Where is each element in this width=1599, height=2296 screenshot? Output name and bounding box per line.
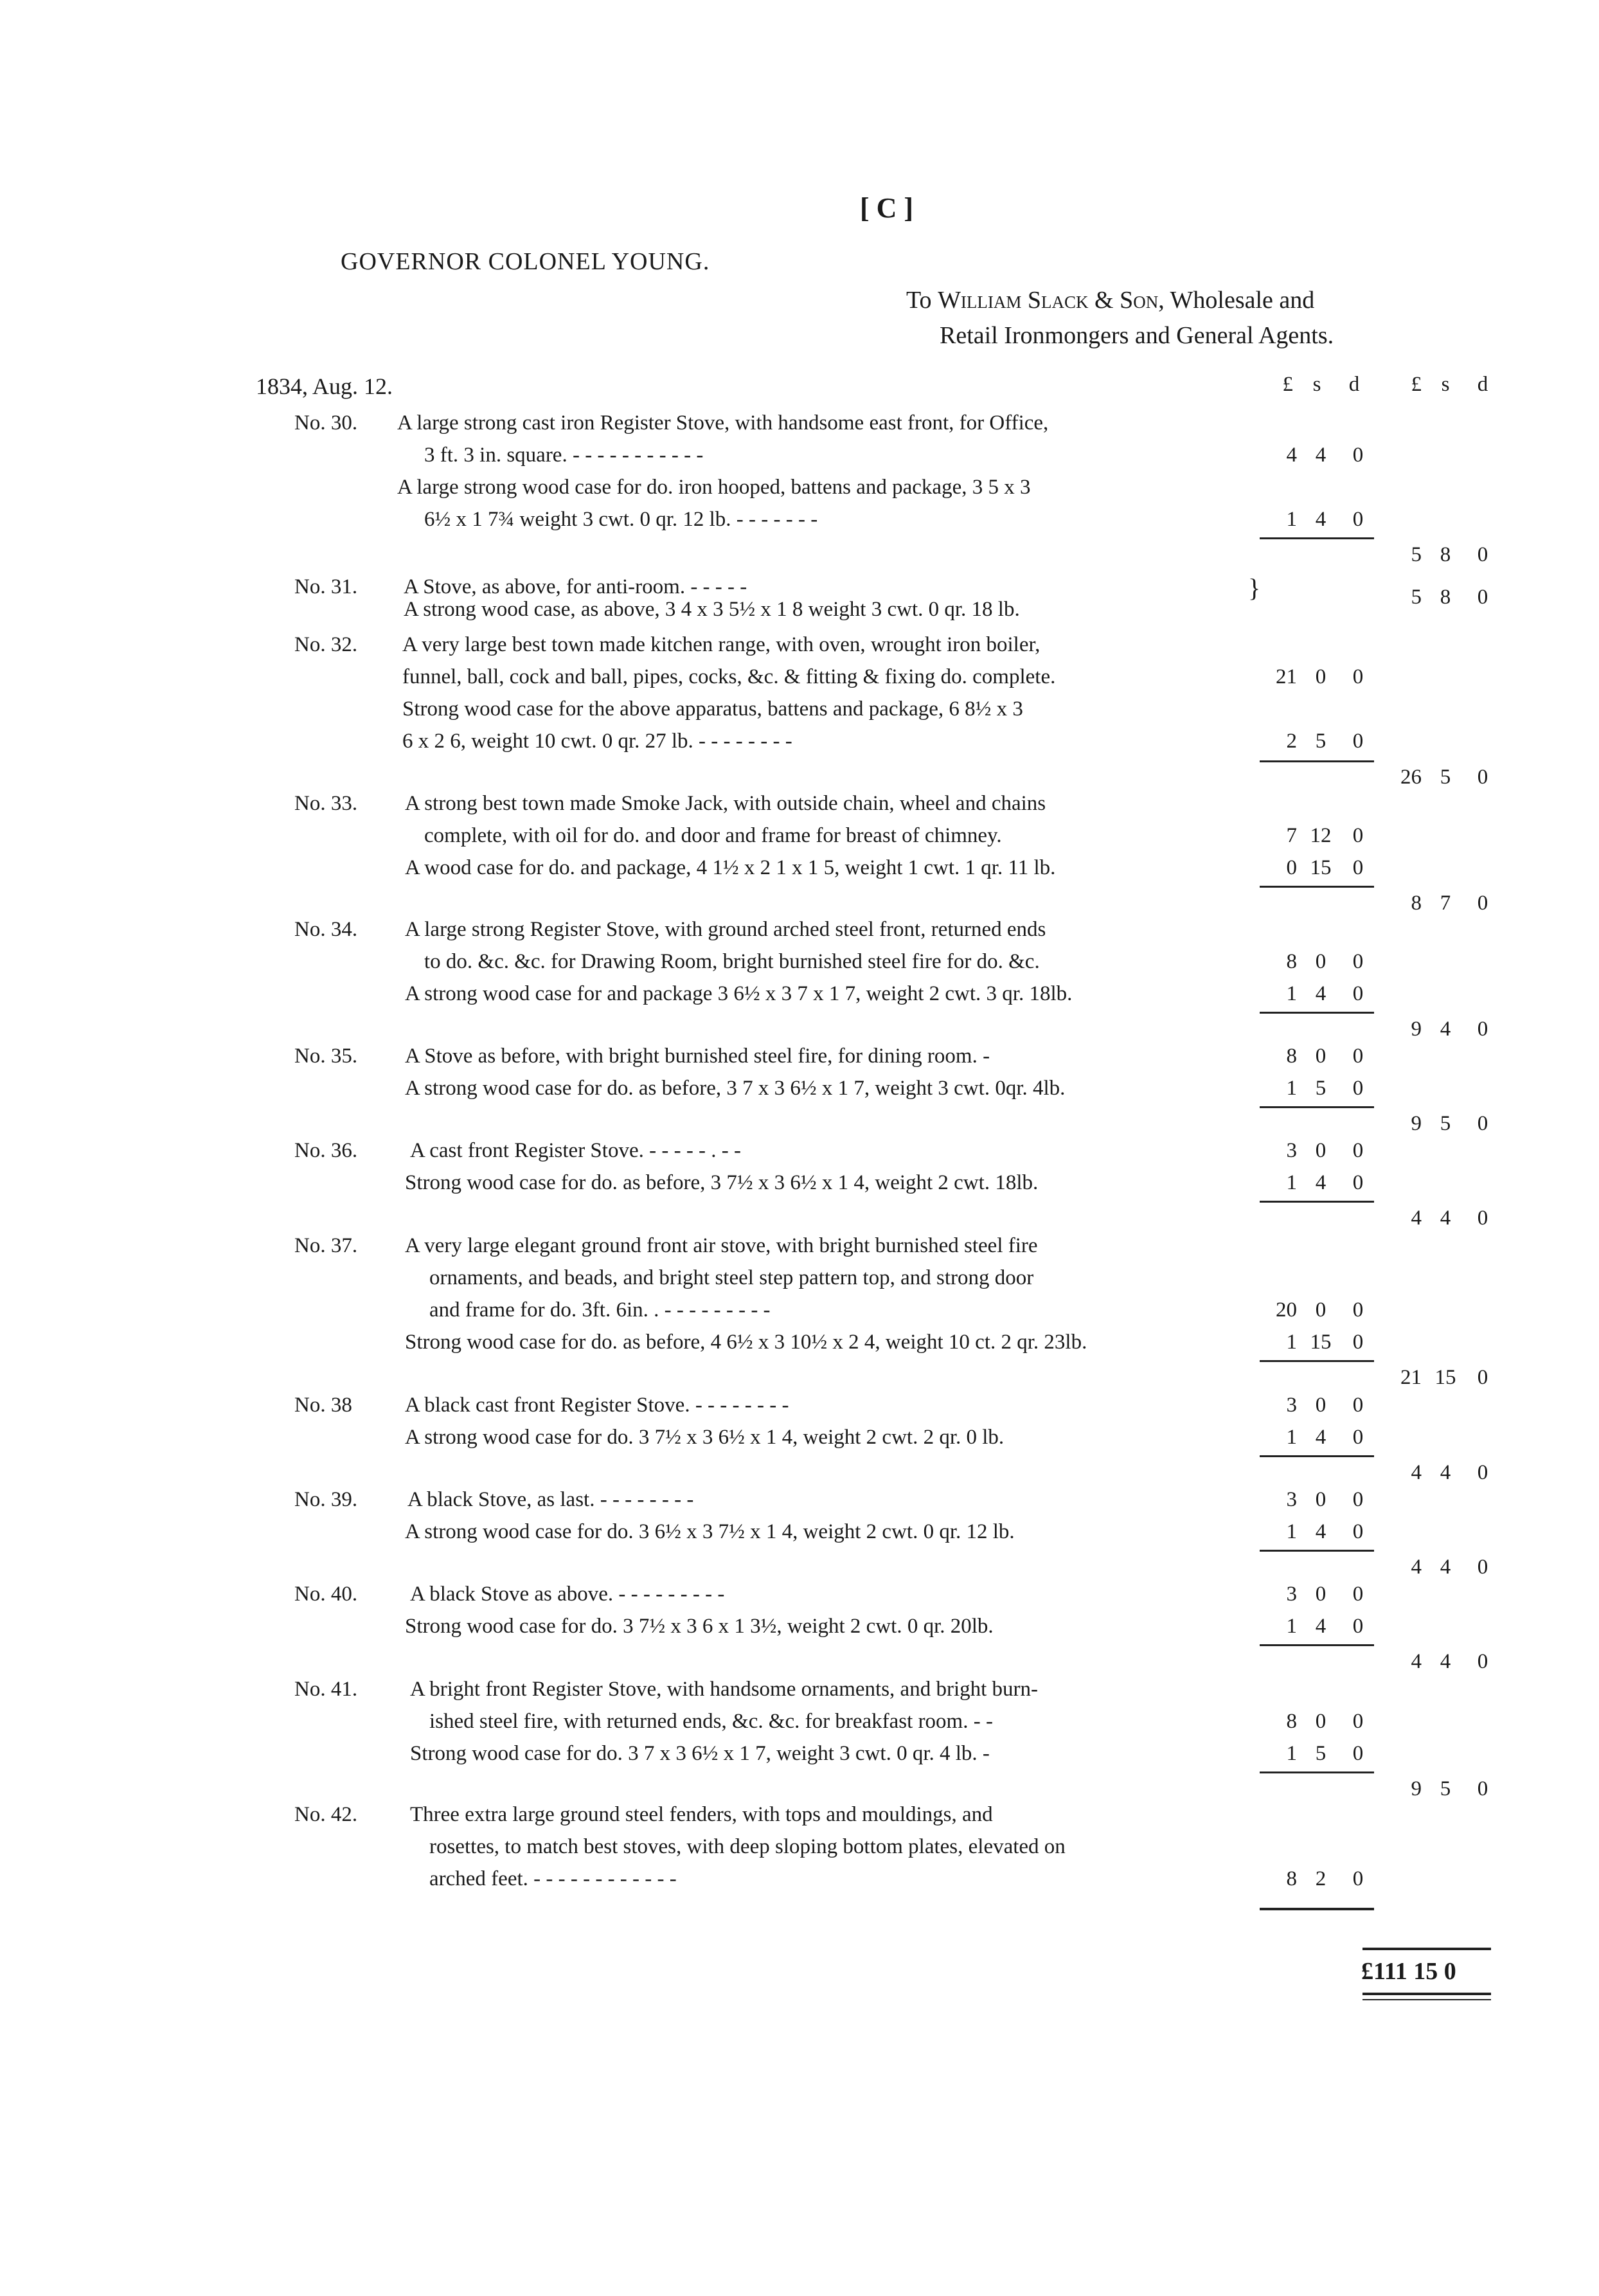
item-amount bbox=[1257, 950, 1377, 974]
subtotal-pence: 0 bbox=[1477, 1206, 1488, 1230]
subtotal-shillings: 5 bbox=[1440, 766, 1451, 789]
entry-number: No. 42. bbox=[294, 1803, 358, 1826]
vendor-line-1 bbox=[906, 286, 1314, 314]
item-amount bbox=[1257, 1331, 1377, 1354]
entry-description-line: Strong wood case for do. 3 7½ x 3 6 x 1 3½, weight 2 cwt. 0 qr. 20lb. bbox=[405, 1615, 994, 1638]
subtotal-pounds: 9 bbox=[1411, 1018, 1422, 1041]
subtotal-pounds: 5 bbox=[1411, 586, 1422, 609]
amount-pence: 0 bbox=[1352, 1045, 1364, 1068]
amount-pounds: 3 bbox=[1286, 1583, 1297, 1606]
entry-subtotal bbox=[1382, 1650, 1501, 1674]
item-amount bbox=[1257, 856, 1377, 880]
subtotal-shillings: 4 bbox=[1440, 1461, 1451, 1484]
amount-pounds: 1 bbox=[1286, 508, 1297, 531]
vendor-name: William Slack & Son bbox=[938, 287, 1159, 314]
entry-description-line: ornaments, and beads, and bright steel step pattern top, and strong door bbox=[429, 1266, 1034, 1289]
header-pounds: £ bbox=[1411, 373, 1422, 396]
entry-number: No. 34. bbox=[294, 918, 358, 941]
amount-shillings: 12 bbox=[1310, 824, 1332, 847]
entry-description-line: A strong wood case, as above, 3 4 x 3 5½ x 1 8 weight 3 cwt. 0 qr. 18 lb. bbox=[404, 598, 1020, 621]
subtotal-pounds: 5 bbox=[1411, 543, 1422, 566]
entry-description-line: A strong wood case for do. 3 7½ x 3 6½ x 1 4, weight 2 cwt. 2 qr. 0 lb. bbox=[405, 1426, 1005, 1449]
entry-description-line: A strong wood case for and package 3 6½ x 3 7 x 1 7, weight 2 cwt. 3 qr. 18lb. bbox=[405, 982, 1073, 1005]
amount-pence: 0 bbox=[1352, 1394, 1364, 1417]
amount-pounds: 1 bbox=[1286, 1331, 1297, 1354]
subtotal-rule bbox=[1260, 1360, 1374, 1362]
amount-pence: 0 bbox=[1352, 1520, 1364, 1543]
item-amount bbox=[1257, 1583, 1377, 1606]
item-amount bbox=[1257, 1742, 1377, 1766]
amount-shillings: 4 bbox=[1315, 1426, 1327, 1449]
subtotal-pence: 0 bbox=[1477, 1461, 1488, 1484]
amount-pounds: 1 bbox=[1286, 1615, 1297, 1638]
amount-shillings: 0 bbox=[1315, 1710, 1327, 1733]
amount-shillings: 0 bbox=[1315, 1394, 1327, 1417]
amount-shillings: 15 bbox=[1310, 1331, 1332, 1354]
amount-pounds: 8 bbox=[1286, 950, 1297, 973]
header-pounds: £ bbox=[1282, 373, 1293, 396]
amount-shillings: 0 bbox=[1315, 1139, 1327, 1162]
amount-pounds: 8 bbox=[1286, 1710, 1297, 1733]
entry-description-line: A Stove, as above, for anti-room. - - - - - bbox=[404, 575, 747, 598]
item-amount bbox=[1257, 1867, 1377, 1891]
entry-description-line: 3 ft. 3 in. square. - - - - - - - - - - - bbox=[424, 444, 704, 467]
subtotal-pounds: 8 bbox=[1411, 892, 1422, 915]
amount-shillings: 0 bbox=[1315, 665, 1327, 688]
entry-subtotal bbox=[1382, 766, 1501, 789]
entry-description-line: A strong wood case for do. as before, 3 7 x 3 6½ x 1 7, weight 3 cwt. 0qr. 4lb. bbox=[405, 1077, 1066, 1100]
amount-pounds: 8 bbox=[1286, 1045, 1297, 1068]
vendor-line-2: Retail Ironmongers and General Agents. bbox=[940, 322, 1334, 349]
subtotal-pounds: 9 bbox=[1411, 1112, 1422, 1135]
amount-pence: 0 bbox=[1352, 730, 1364, 753]
subtotal-shillings: 5 bbox=[1440, 1112, 1451, 1135]
amount-pence: 0 bbox=[1352, 1583, 1364, 1606]
amount-shillings: 0 bbox=[1315, 1488, 1327, 1511]
amount-pounds: 3 bbox=[1286, 1488, 1297, 1511]
entry-description-line: A very large elegant ground front air stove, with bright burnished steel fire bbox=[405, 1234, 1038, 1257]
subtotal-pence: 0 bbox=[1477, 1112, 1488, 1135]
item-amount bbox=[1257, 665, 1377, 689]
subtotal-rule bbox=[1260, 1644, 1374, 1646]
entry-description-line: Strong wood case for the above apparatus, battens and package, 6 8½ x 3 bbox=[402, 697, 1023, 721]
entry-number: No. 39. bbox=[294, 1488, 358, 1511]
amount-pounds: 3 bbox=[1286, 1394, 1297, 1417]
entry-description-line: A large strong cast iron Register Stove, with handsome east front, for Office, bbox=[397, 411, 1049, 435]
subtotal-rule bbox=[1260, 537, 1374, 539]
total-rule bbox=[1362, 1948, 1491, 1950]
amount-pounds: 1 bbox=[1286, 1742, 1297, 1765]
amount-pence: 0 bbox=[1352, 982, 1364, 1005]
recipient-heading: GOVERNOR COLONEL YOUNG. bbox=[341, 248, 710, 275]
entry-description-line: A very large best town made kitchen range, with oven, wrought iron boiler, bbox=[402, 633, 1041, 656]
entry-number: No. 38 bbox=[294, 1394, 352, 1417]
entry-description-line: A bright front Register Stove, with handsome ornaments, and bright burn- bbox=[410, 1678, 1039, 1701]
subtotal-pence: 0 bbox=[1477, 1650, 1488, 1673]
entry-description-line: rosettes, to match best stoves, with deep sloping bottom plates, elevated on bbox=[429, 1835, 1066, 1858]
item-amount bbox=[1257, 1394, 1377, 1417]
column-header-items bbox=[1253, 373, 1373, 397]
amount-pence: 0 bbox=[1352, 856, 1364, 879]
subtotal-pence: 0 bbox=[1477, 1366, 1488, 1389]
subtotal-rule bbox=[1260, 1550, 1374, 1552]
amount-pence: 0 bbox=[1352, 1426, 1364, 1449]
amount-pence: 0 bbox=[1352, 1171, 1364, 1194]
subtotal-pounds: 9 bbox=[1411, 1777, 1422, 1800]
amount-shillings: 4 bbox=[1315, 982, 1327, 1005]
entry-subtotal bbox=[1382, 543, 1501, 567]
amount-shillings: 0 bbox=[1315, 1045, 1327, 1068]
subtotal-pounds: 4 bbox=[1411, 1650, 1422, 1673]
column-header-subtotals bbox=[1382, 373, 1501, 397]
total-double-rule bbox=[1362, 1999, 1491, 2000]
entry-description-line: ished steel fire, with returned ends, &c. &c. for breakfast room. - - bbox=[429, 1710, 993, 1733]
total-double-rule bbox=[1362, 1993, 1491, 1995]
amount-shillings: 0 bbox=[1315, 1298, 1327, 1322]
amount-pence: 0 bbox=[1352, 1139, 1364, 1162]
subtotal-rule bbox=[1260, 1455, 1374, 1457]
amount-pounds: 1 bbox=[1286, 982, 1297, 1005]
amount-shillings: 15 bbox=[1310, 856, 1332, 879]
entry-description-line: A strong best town made Smoke Jack, with outside chain, wheel and chains bbox=[405, 792, 1046, 815]
brace-mark: } bbox=[1248, 573, 1261, 602]
entry-number: No. 40. bbox=[294, 1583, 358, 1606]
vendor-prefix: To bbox=[906, 287, 938, 314]
entry-number: No. 41. bbox=[294, 1678, 358, 1701]
entry-description-line: Strong wood case for do. as before, 4 6½ x 3 10½ x 2 4, weight 10 ct. 2 qr. 23lb. bbox=[405, 1331, 1087, 1354]
amount-pounds: 1 bbox=[1286, 1520, 1297, 1543]
item-amount bbox=[1257, 1045, 1377, 1068]
header-shillings: s bbox=[1441, 373, 1450, 396]
subtotal-rule bbox=[1260, 1106, 1374, 1108]
amount-pence: 0 bbox=[1352, 444, 1364, 467]
entry-number: No. 35. bbox=[294, 1045, 358, 1068]
amount-pence: 0 bbox=[1352, 1298, 1364, 1322]
header-shillings: s bbox=[1312, 373, 1321, 396]
grand-total: £111 15 0 bbox=[1361, 1958, 1456, 1985]
subtotal-pence: 0 bbox=[1477, 892, 1488, 915]
entry-description-line: A wood case for do. and package, 4 1½ x 2 1 x 1 5, weight 1 cwt. 1 qr. 11 lb. bbox=[405, 856, 1056, 879]
item-amount bbox=[1257, 1615, 1377, 1638]
item-amount bbox=[1257, 1426, 1377, 1449]
subtotal-shillings: 4 bbox=[1440, 1018, 1451, 1041]
subtotal-rule bbox=[1260, 1012, 1374, 1014]
entry-subtotal bbox=[1382, 1018, 1501, 1041]
subtotal-pence: 0 bbox=[1477, 766, 1488, 789]
amount-pence: 0 bbox=[1352, 665, 1364, 688]
entry-subtotal bbox=[1382, 1777, 1501, 1801]
subtotal-shillings: 4 bbox=[1440, 1206, 1451, 1230]
subtotal-shillings: 4 bbox=[1440, 1556, 1451, 1579]
subtotal-pounds: 4 bbox=[1411, 1556, 1422, 1579]
amount-shillings: 4 bbox=[1315, 508, 1327, 531]
subtotal-pounds: 26 bbox=[1400, 766, 1422, 789]
vendor-suffix: , Wholesale and bbox=[1158, 287, 1315, 314]
amount-shillings: 4 bbox=[1315, 1171, 1327, 1194]
subtotal-pence: 0 bbox=[1477, 1777, 1488, 1800]
entry-description-line: arched feet. - - - - - - - - - - - - bbox=[429, 1867, 677, 1890]
subtotal-pence: 0 bbox=[1477, 1018, 1488, 1041]
entry-subtotal bbox=[1382, 1366, 1501, 1390]
subtotal-shillings: 7 bbox=[1440, 892, 1451, 915]
subtotal-shillings: 5 bbox=[1440, 1777, 1451, 1800]
amount-pounds: 3 bbox=[1286, 1139, 1297, 1162]
amount-pence: 0 bbox=[1352, 1742, 1364, 1765]
header-pence: d bbox=[1348, 373, 1360, 396]
entry-number: No. 31. bbox=[294, 575, 358, 598]
entry-description-line: 6½ x 1 7¾ weight 3 cwt. 0 qr. 12 lb. - - - - - - - bbox=[424, 508, 818, 531]
amount-pounds: 0 bbox=[1286, 856, 1297, 879]
item-amount bbox=[1257, 1139, 1377, 1163]
amount-pounds: 7 bbox=[1286, 824, 1297, 847]
entry-description-line: Three extra large ground steel fenders, with tops and mouldings, and bbox=[410, 1803, 993, 1826]
entry-subtotal bbox=[1382, 1206, 1501, 1230]
entry-description-line: A large strong Register Stove, with ground arched steel front, returned ends bbox=[405, 918, 1046, 941]
subtotal-rule bbox=[1260, 1771, 1374, 1773]
item-amount bbox=[1257, 1520, 1377, 1544]
entry-subtotal bbox=[1382, 1461, 1501, 1485]
total-rule bbox=[1260, 1908, 1374, 1910]
amount-shillings: 0 bbox=[1315, 950, 1327, 973]
entry-description-line: funnel, ball, cock and ball, pipes, cocks, &c. & fitting & fixing do. complete. bbox=[402, 665, 1056, 688]
amount-pounds: 20 bbox=[1276, 1298, 1297, 1322]
entry-description-line: complete, with oil for do. and door and frame for breast of chimney. bbox=[424, 824, 1002, 847]
item-amount bbox=[1257, 1077, 1377, 1100]
amount-pounds: 2 bbox=[1286, 730, 1297, 753]
entry-subtotal bbox=[1382, 892, 1501, 915]
entry-subtotal bbox=[1382, 1556, 1501, 1579]
entry-subtotal bbox=[1382, 586, 1501, 609]
entry-description-line: A large strong wood case for do. iron hooped, battens and package, 3 5 x 3 bbox=[397, 476, 1031, 499]
entry-description-line: A black Stove as above. - - - - - - - - - bbox=[410, 1583, 725, 1606]
entry-number: No. 33. bbox=[294, 792, 358, 815]
subtotal-pence: 0 bbox=[1477, 543, 1488, 566]
item-amount bbox=[1257, 508, 1377, 532]
item-amount bbox=[1257, 1298, 1377, 1322]
subtotal-rule bbox=[1260, 886, 1374, 888]
amount-shillings: 5 bbox=[1315, 1077, 1327, 1100]
entry-description-line: to do. &c. &c. for Drawing Room, bright burnished steel fire for do. &c. bbox=[424, 950, 1040, 973]
amount-shillings: 4 bbox=[1315, 1520, 1327, 1543]
subtotal-rule bbox=[1260, 760, 1374, 762]
item-amount bbox=[1257, 824, 1377, 848]
amount-pence: 0 bbox=[1352, 508, 1364, 531]
amount-pounds: 8 bbox=[1286, 1867, 1297, 1890]
header-pence: d bbox=[1477, 373, 1488, 396]
amount-pounds: 1 bbox=[1286, 1426, 1297, 1449]
item-amount bbox=[1257, 444, 1377, 467]
entry-description-line: A strong wood case for do. 3 6½ x 3 7½ x 1 4, weight 2 cwt. 0 qr. 12 lb. bbox=[405, 1520, 1015, 1543]
item-amount bbox=[1257, 1488, 1377, 1512]
amount-pence: 0 bbox=[1352, 1488, 1364, 1511]
entry-description-line: 6 x 2 6, weight 10 cwt. 0 qr. 27 lb. - - - - - - - - bbox=[402, 730, 792, 753]
entry-number: No. 36. bbox=[294, 1139, 358, 1162]
entry-number: No. 32. bbox=[294, 633, 358, 656]
item-amount bbox=[1257, 1710, 1377, 1734]
subtotal-pence: 0 bbox=[1477, 586, 1488, 609]
subtotal-pounds: 4 bbox=[1411, 1206, 1422, 1230]
entry-description-line: A black cast front Register Stove. - - - - - - - - bbox=[405, 1394, 789, 1417]
entry-number: No. 30. bbox=[294, 411, 358, 435]
entry-description-line: A black Stove, as last. - - - - - - - - bbox=[407, 1488, 694, 1511]
amount-pence: 0 bbox=[1352, 1331, 1364, 1354]
subtotal-pounds: 21 bbox=[1400, 1366, 1422, 1389]
entry-description-line: Strong wood case for do. 3 7 x 3 6½ x 1 7, weight 3 cwt. 0 qr. 4 lb. - bbox=[410, 1742, 990, 1765]
subtotal-pence: 0 bbox=[1477, 1556, 1488, 1579]
entry-subtotal bbox=[1382, 1112, 1501, 1136]
amount-pounds: 21 bbox=[1276, 665, 1297, 688]
item-amount bbox=[1257, 730, 1377, 753]
amount-pounds: 1 bbox=[1286, 1171, 1297, 1194]
amount-shillings: 5 bbox=[1315, 1742, 1327, 1765]
subtotal-shillings: 4 bbox=[1440, 1650, 1451, 1673]
entry-description-line: A Stove as before, with bright burnished steel fire, for dining room. - bbox=[405, 1045, 990, 1068]
amount-shillings: 5 bbox=[1315, 730, 1327, 753]
amount-pence: 0 bbox=[1352, 824, 1364, 847]
subtotal-shillings: 8 bbox=[1440, 586, 1451, 609]
amount-shillings: 0 bbox=[1315, 1583, 1327, 1606]
amount-shillings: 4 bbox=[1315, 1615, 1327, 1638]
amount-pounds: 1 bbox=[1286, 1077, 1297, 1100]
item-amount bbox=[1257, 1171, 1377, 1195]
amount-pounds: 4 bbox=[1286, 444, 1297, 467]
subtotal-shillings: 8 bbox=[1440, 543, 1451, 566]
amount-shillings: 2 bbox=[1315, 1867, 1327, 1890]
amount-pence: 0 bbox=[1352, 1077, 1364, 1100]
amount-shillings: 4 bbox=[1315, 444, 1327, 467]
invoice-date: 1834, Aug. 12. bbox=[256, 373, 393, 399]
entry-description-line: A cast front Register Stove. - - - - - . - - bbox=[410, 1139, 742, 1162]
subtotal-shillings: 15 bbox=[1434, 1366, 1456, 1389]
item-amount bbox=[1257, 982, 1377, 1006]
entry-number: No. 37. bbox=[294, 1234, 358, 1257]
subtotal-rule bbox=[1260, 1201, 1374, 1203]
entry-description-line: and frame for do. 3ft. 6in. . - - - - - - - - - bbox=[429, 1298, 771, 1322]
amount-pence: 0 bbox=[1352, 1710, 1364, 1733]
amount-pence: 0 bbox=[1352, 1615, 1364, 1638]
amount-pence: 0 bbox=[1352, 950, 1364, 973]
entry-description-line: Strong wood case for do. as before, 3 7½ x 3 6½ x 1 4, weight 2 cwt. 18lb. bbox=[405, 1171, 1039, 1194]
subtotal-pounds: 4 bbox=[1411, 1461, 1422, 1484]
page-code: [ C ] bbox=[860, 192, 914, 224]
amount-pence: 0 bbox=[1352, 1867, 1364, 1890]
